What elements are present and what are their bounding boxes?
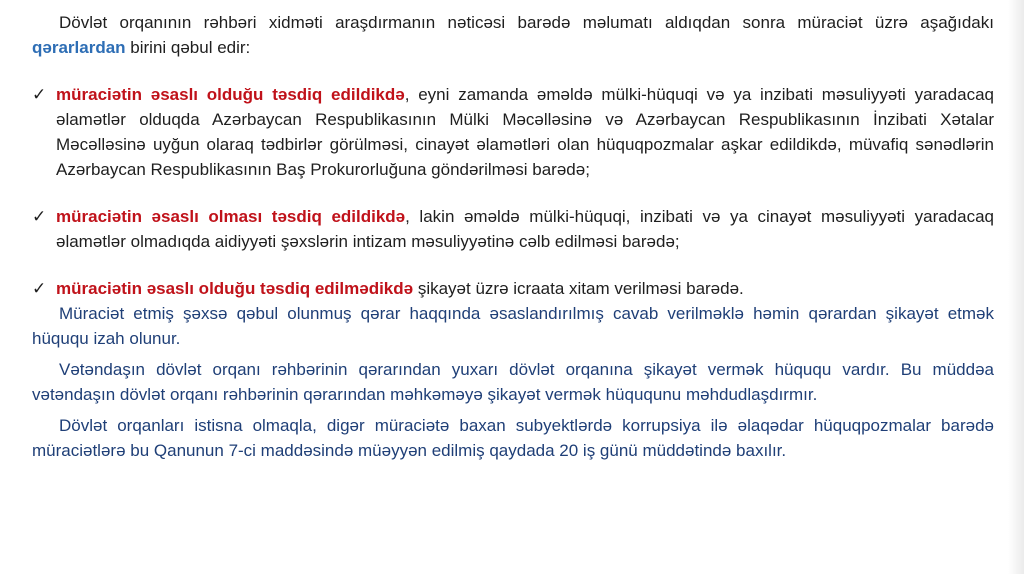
checkmark-icon: ✓: [32, 207, 47, 226]
intro-paragraph: [32, 10, 994, 60]
intro-text-start: Dövlət orqanının rəhbəri xidməti araşdırmanın nəticəsi barədə məlumatı aldıqdan sonra müraciət üzrə aşağıdakı: [59, 13, 994, 32]
decision-item-2: [32, 204, 994, 254]
checkmark-icon: ✓: [32, 279, 47, 298]
decision-item-3: [32, 276, 994, 301]
decision-item-1-bold: müraciətin əsaslı olduğu təsdiq edildikdə: [56, 85, 405, 104]
response-paragraph: Müraciət etmiş şəxsə qəbul olunmuş qərar haqqında əsaslandırılmış cavab verilməklə həmin qərardan şikayət etmək hüququ izah olunur.: [32, 304, 994, 348]
slide-content: [32, 10, 994, 463]
checkmark-icon: ✓: [32, 85, 47, 104]
intro-highlight: qərarlardan: [32, 38, 126, 57]
decision-item-3-text: şikayət üzrə icraata xitam verilməsi barədə.: [413, 279, 744, 298]
decision-item-3-bold: müraciətin əsaslı olduğu təsdiq edilmədikdə: [56, 279, 414, 298]
decision-item-1: [32, 82, 994, 182]
decision-item-1-text: , eyni zamanda əməldə mülki-hüquqi və ya inzibati məsuliyyəti yaradacaq əlamətlər olduqda Azərbaycan Respublikasının Mülki Məcəlləsinə və Azərbaycan Respublikasının İnzibati Xətalar Məcəlləsinə uyğun olaraq tədbirlər görülməsi, cinayət əlamətləri olan hüquqpozmalar aşkar edildikdə, müvafiq sənədlərin Azərbaycan Respublikasının Baş Prokurorluğuna göndərilməsi barədə;: [56, 85, 994, 179]
decision-item-2-bold: müraciətin əsaslı olması təsdiq edildikdə: [56, 207, 406, 226]
corruption-paragraph: Dövlət orqanları istisna olmaqla, digər müraciətə baxan subyektlərdə korrupsiya ilə əlaqədar hüquqpozmalar barədə müraciətlərə bu Qanunun 7-ci maddəsində müəyyən edilmiş qaydada 20 iş günü müddətində baxılır.: [32, 416, 994, 460]
intro-text-end: birini qəbul edir:: [125, 38, 251, 57]
appeal-paragraph: Vətəndaşın dövlət orqanı rəhbərinin qərarından yuxarı dövlət orqanına şikayət vermək hüququ vardır. Bu müddəa vətəndaşın dövlət orqanı rəhbərinin qərarından məhkəməyə şikayət vermək hüququnu məhdudlaşdırmır.: [32, 360, 994, 404]
slide-edge-shadow: [1008, 0, 1024, 574]
decision-item-2-text: , lakin əməldə mülki-hüquqi, inzibati və ya cinayət məsuliyyəti yaradacaq əlamətlər olmadıqda aidiyyəti şəxslərin intizam məsuliyyətinə cəlb edilməsi barədə;: [56, 207, 995, 251]
